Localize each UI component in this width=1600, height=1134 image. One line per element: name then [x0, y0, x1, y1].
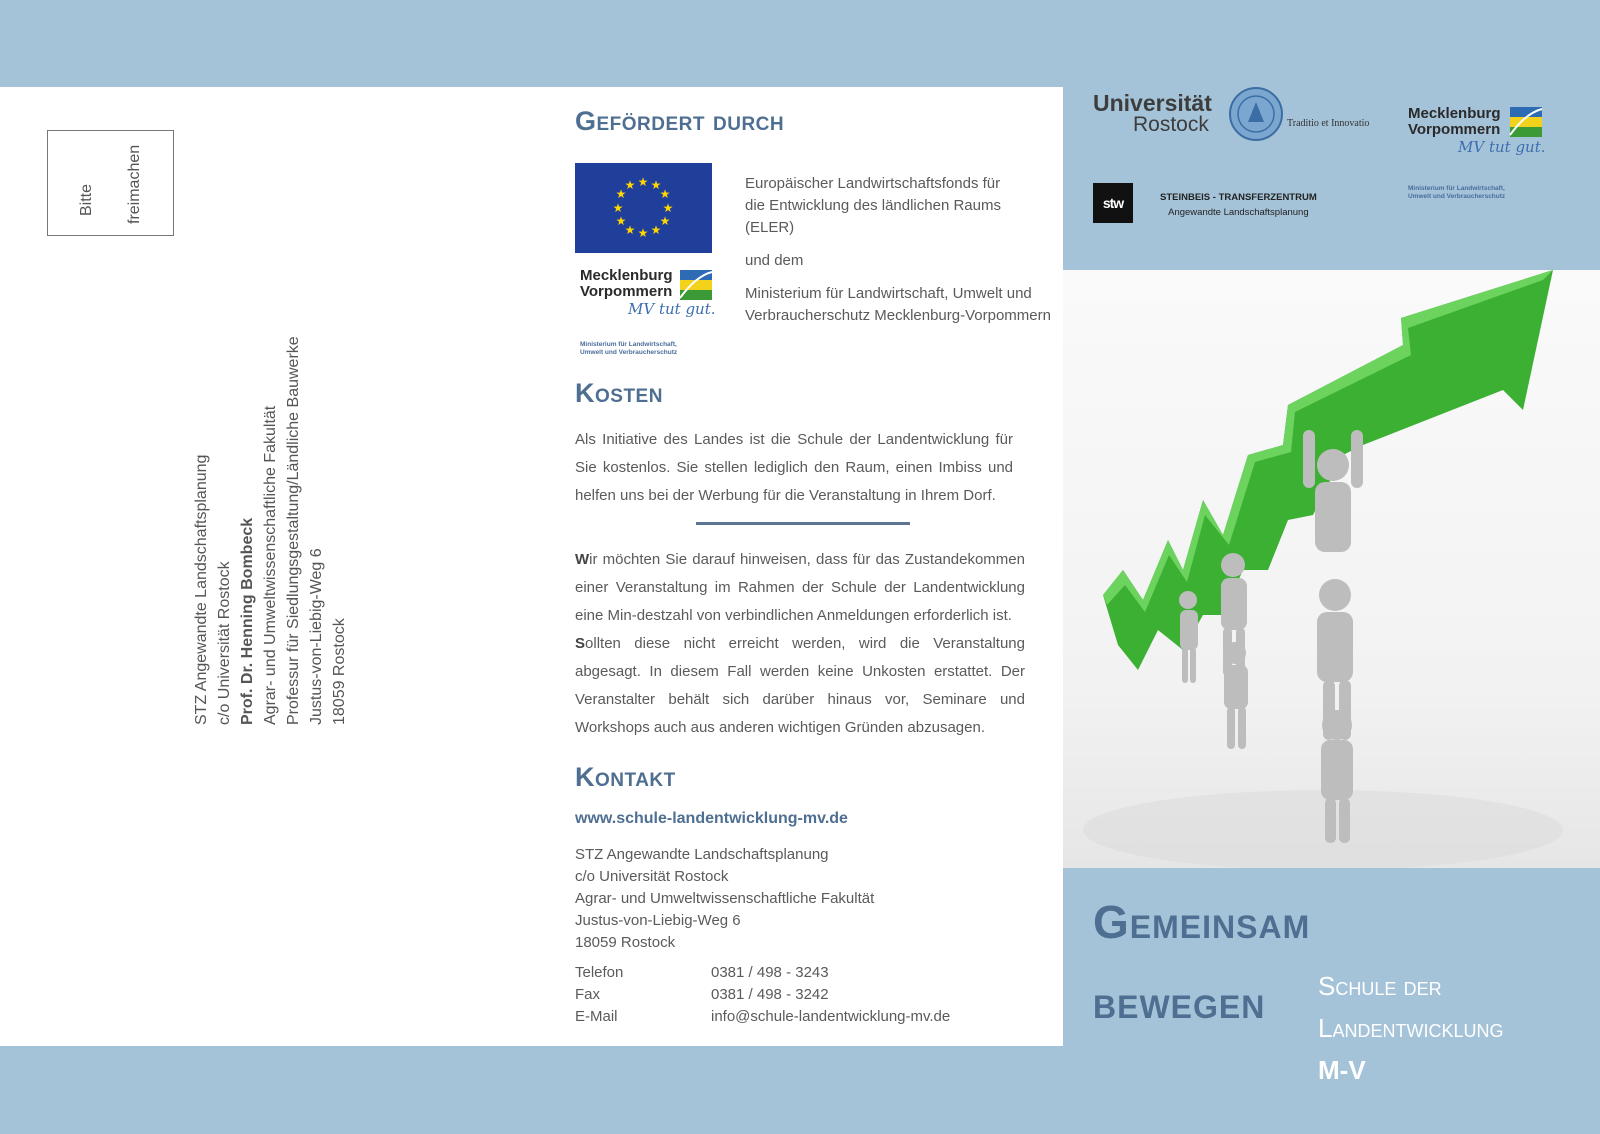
cover-title-1: Gemeinsam: [1093, 896, 1311, 948]
dropcap: S: [575, 635, 586, 652]
address-line: Justus-von-Liebig-Weg 6: [308, 548, 325, 725]
ministry-line: Verbraucherschutz Mecklenburg-Vorpommern: [745, 307, 1051, 324]
costs-title: Kosten: [575, 378, 663, 408]
stamp-text-2: freimachen: [126, 144, 143, 224]
fax-value: 0381 / 498 - 3242: [711, 986, 829, 1003]
mv-small-text: Umwelt und Verbraucherschutz: [1408, 193, 1506, 200]
notice-paragraph-1: [575, 551, 1025, 624]
svg-text:★: ★: [637, 175, 649, 189]
svg-text:★: ★: [659, 187, 671, 201]
ministry-text: [745, 283, 1051, 327]
eler-line: (ELER): [745, 219, 795, 236]
cover-title-2: bewegen: [1093, 976, 1266, 1028]
address-line: Professur für Siedlungsgestaltung/Ländliche Bauwerke: [285, 336, 302, 725]
contact-address-line: c/o Universität Rostock: [575, 868, 729, 885]
eu-stars-icon: [575, 163, 712, 253]
cover-illustration: [1063, 270, 1600, 868]
email-link[interactable]: info@schule-landentwicklung-mv.de: [711, 1008, 951, 1025]
steinbeis-logo-icon: stw: [1093, 183, 1133, 223]
contact-address-line: Agrar- und Umweltwissenschaftliche Fakultät: [575, 890, 875, 907]
uni-name-line: Universität: [1093, 90, 1212, 116]
svg-text:★: ★: [650, 223, 662, 237]
svg-text:★: ★: [624, 178, 636, 192]
eler-line: Europäischer Landwirtschaftsfonds für: [745, 175, 1001, 192]
website-link[interactable]: www.schule-landentwicklung-mv.de: [575, 810, 848, 827]
stamp-box: [47, 130, 174, 236]
mv-flag-icon: [1508, 105, 1544, 139]
svg-text:★: ★: [612, 201, 624, 215]
mv-small-text: Umwelt und Verbraucherschutz: [580, 349, 678, 356]
svg-text:★: ★: [615, 187, 627, 201]
subtitle-line: Schule der: [1318, 971, 1442, 1001]
mv-slogan: MV tut gut.: [628, 300, 716, 318]
phone-value: 0381 / 498 - 3243: [711, 964, 829, 981]
email-label: E-Mail: [575, 1008, 618, 1025]
cover-subtitle: [1318, 965, 1503, 1091]
contact-values: [711, 962, 950, 1028]
growth-arrow-illustration: [1063, 270, 1600, 868]
contact-labels: [575, 962, 623, 1028]
fax-label: Fax: [575, 986, 601, 1003]
mv-logo-line: Vorpommern: [580, 283, 673, 300]
ministry-line: Ministerium für Landwirtschaft, Umwelt und: [745, 285, 1032, 302]
uni-seal-icon: [1228, 86, 1284, 142]
mv-logo-line: Mecklenburg: [1408, 105, 1501, 122]
costs-notice: [575, 546, 1025, 742]
uni-motto: Traditio et Innovatio: [1287, 118, 1370, 129]
funding-title: Gefördert durch: [575, 106, 785, 136]
svg-text:★: ★: [624, 223, 636, 237]
contact-address-line: Justus-von-Liebig-Weg 6: [575, 912, 741, 929]
address-line: Agrar- und Umweltwissenschaftliche Fakultät: [262, 405, 279, 725]
recipient-address: [190, 325, 351, 725]
mv-logo-line: Vorpommern: [1408, 121, 1501, 138]
mv-ministry-small-top: [1408, 185, 1505, 201]
svg-text:★: ★: [615, 214, 627, 228]
notice-paragraph-2: [575, 635, 1025, 736]
contact-address-line: STZ Angewandte Landschaftsplanung: [575, 846, 829, 863]
svg-text:★: ★: [662, 201, 674, 215]
svg-text:★: ★: [637, 226, 649, 240]
section-divider: [696, 522, 910, 525]
costs-text: Als Initiative des Landes ist die Schule der Landentwicklung für Sie kostenlos. Sie stellen lediglich den Raum, einen Imbiss und helfen uns bei der Werbung für die Veranstaltung in Ihrem Dorf.: [575, 431, 1013, 504]
mv-small-text: Ministerium für Landwirtschaft,: [1408, 185, 1505, 192]
mv-flag-icon: [678, 268, 714, 302]
contact-title: Kontakt: [575, 762, 676, 792]
subtitle-line: Landentwicklung: [1318, 1013, 1504, 1043]
eu-flag-logo: [575, 163, 712, 253]
svg-text:★: ★: [659, 214, 671, 228]
mv-logo-line: Mecklenburg: [580, 267, 673, 284]
and-text: und dem: [745, 252, 804, 269]
mv-ministry-small: [580, 341, 677, 357]
eler-line: die Entwicklung des ländlichen Raums: [745, 197, 1001, 214]
address-name: Prof. Dr. Henning Bombeck: [239, 517, 256, 725]
address-line: c/o Universität Rostock: [216, 561, 233, 725]
contact-address-line: 18059 Rostock: [575, 934, 676, 951]
uni-name-line: Rostock: [1133, 113, 1209, 136]
mv-small-text: Ministerium für Landwirtschaft,: [580, 341, 677, 348]
subtitle-line: M-V: [1318, 1055, 1366, 1085]
address-line: 18059 Rostock: [331, 618, 348, 725]
svg-text:★: ★: [650, 178, 662, 192]
eler-text: [745, 173, 1001, 239]
phone-label: Telefon: [575, 964, 624, 981]
stamp-text-1: Bitte: [78, 183, 95, 216]
dropcap: W: [575, 551, 590, 568]
notice-text: ir möchten Sie darauf hinweisen, dass für das Zustandekommen einer Veranstaltung im Rahmen der Schule der Landentwicklung eine Min-destzahl von verbindlichen Anmeldungen erforderlich ist.: [575, 551, 1025, 624]
address-line: STZ Angewandte Landschaftsplanung: [193, 454, 210, 725]
notice-text: ollten diese nicht erreicht werden, wird die Veranstaltung abgesagt. In diesem Fall werden keine Unkosten erstattet. Der Veranstalter behält sich darüber hinaus vor, Seminare und Workshops auch aus anderen wichtigen Gründen abzusagen.: [575, 635, 1025, 736]
steinbeis-line: Angewandte Landschaftsplanung: [1168, 207, 1309, 218]
contact-address: [575, 844, 874, 954]
steinbeis-line: STEINBEIS - TRANSFERZENTRUM: [1160, 192, 1317, 203]
uni-rostock-logo: [1093, 90, 1212, 136]
mv-slogan: MV tut gut.: [1458, 138, 1546, 156]
steinbeis-text: [1160, 190, 1317, 220]
